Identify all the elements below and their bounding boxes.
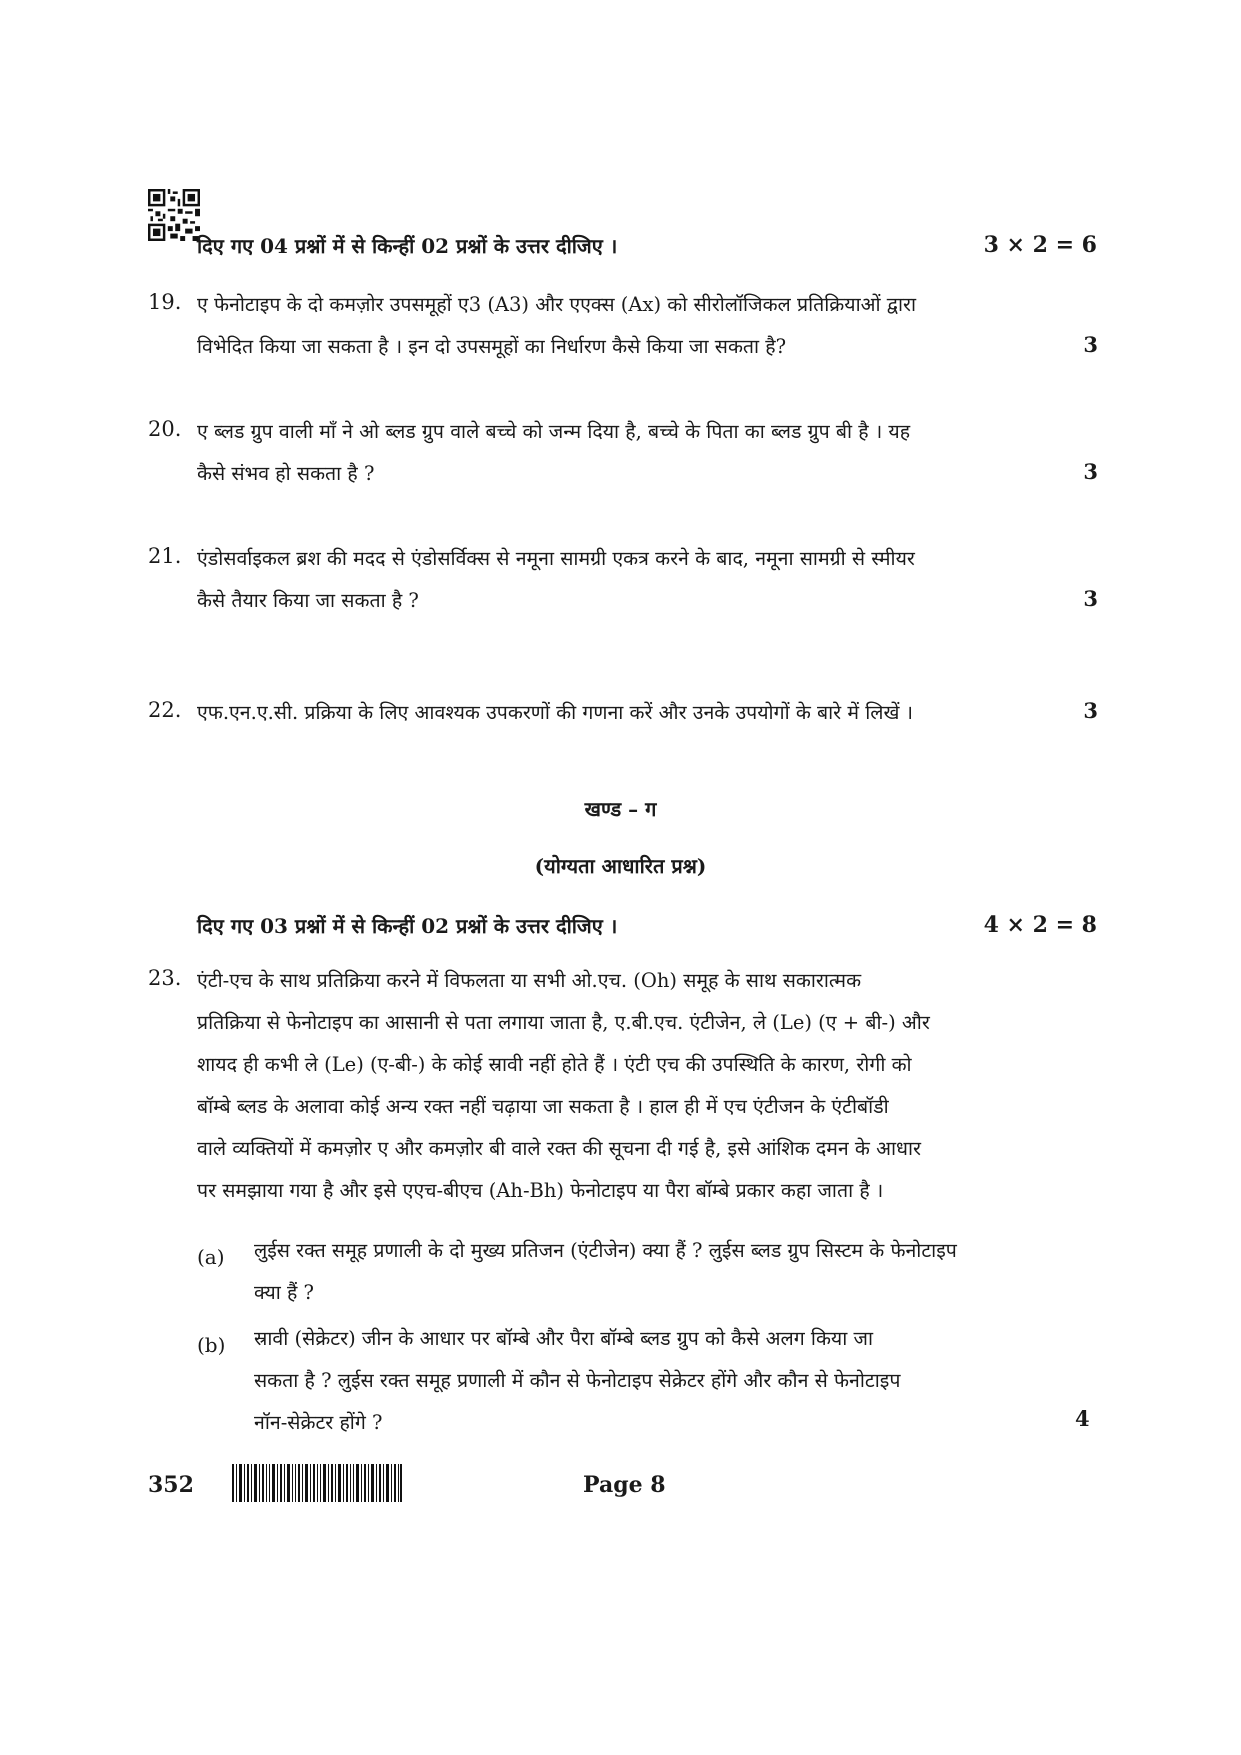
question-marks: 3 <box>1083 698 1098 723</box>
question-line: वाले व्यक्तियों में कमज़ोर ए और कमज़ोर बी वाले रक्त की सूचना दी गई है, इसे आंशिक दमन के आधार <box>197 1137 922 1160</box>
question-line: कैसे संभव हो सकता है ? <box>197 462 375 485</box>
question-line: ए फेनोटाइप के दो कमज़ोर उपसमूहों ए3 (A3) और एएक्स (Ax) को सीरोलॉजिकल प्रतिक्रियाओं द्वारा <box>197 293 917 316</box>
question-marks: 3 <box>1083 332 1098 357</box>
question-number: 21. <box>148 544 182 568</box>
instruction-text: दिए गए 04 प्रश्नों में से किन्हीं 02 प्रश्नों के उत्तर दीजिए । <box>197 234 618 258</box>
section-instruction <box>197 232 1097 259</box>
question-line: एंडोसर्वाइकल ब्रश की मदद से एंडोसर्विक्स से नमूना सामग्री एकत्र करने के बाद, नमूना सामग्री से स्मीयर <box>197 547 915 570</box>
question-line: पर समझाया गया है और इसे एएच-बीएच (Ah-Bh) फेनोटाइप या पैरा बॉम्बे प्रकार कहा जाता है । <box>197 1179 884 1202</box>
question-line: स्रावी (सेक्रेटर) जीन के आधार पर बॉम्बे और पैरा बॉम्बे ब्लड ग्रुप को कैसे अलग किया जा <box>254 1327 874 1350</box>
section-heading: खण्ड – ग <box>584 797 657 821</box>
paper-code: 352 <box>148 1472 194 1498</box>
question-line: कैसे तैयार किया जा सकता है ? <box>197 589 419 612</box>
section-subheading: (योग्यता आधारित प्रश्न) <box>534 854 707 878</box>
question-line: सकता है ? लुईस रक्त समूह प्रणाली में कौन से फेनोटाइप सेक्रेटर होंगे और कौन से फेनोटाइप <box>254 1369 901 1392</box>
question-number: 22. <box>148 698 182 722</box>
instruction-marks: 3 × 2 = 6 <box>983 232 1097 258</box>
sub-question-label: (a) <box>197 1245 225 1269</box>
question-line: ए ब्लड ग्रुप वाली माँ ने ओ ब्लड ग्रुप वाले बच्चे को जन्म दिया है, बच्चे के पिता का ब्लड ग्रुप बी है । यह <box>197 420 911 443</box>
question-line: शायद ही कभी ले (Le) (ए-बी-) के कोई स्रावी नहीं होते हैं । एंटी एच की उपस्थिति के कारण, रोगी को <box>197 1053 912 1076</box>
question-marks: 4 <box>1075 1406 1090 1431</box>
question-number: 19. <box>148 290 182 314</box>
question-marks: 3 <box>1083 586 1098 611</box>
section-instruction <box>197 912 1097 939</box>
question-line: एफ.एन.ए.सी. प्रक्रिया के लिए आवश्यक उपकरणों की गणना करें और उनके उपयोगों के बारे में लिखें । <box>197 701 914 724</box>
question-marks: 3 <box>1083 459 1098 484</box>
instruction-marks: 4 × 2 = 8 <box>983 912 1097 938</box>
question-line: बॉम्बे ब्लड के अलावा कोई अन्य रक्त नहीं चढ़ाया जा सकता है । हाल ही में एच एंटीजन के एंटीबॉडी <box>197 1095 889 1118</box>
question-number: 23. <box>148 966 182 990</box>
question-line: प्रतिक्रिया से फेनोटाइप का आसानी से पता लगाया जाता है, ए.बी.एच. एंटीजेन, ले (Le) (ए + बी-) और <box>197 1011 930 1034</box>
question-line: लुईस रक्त समूह प्रणाली के दो मुख्य प्रतिजन (एंटीजेन) क्या हैं ? लुईस ब्लड ग्रुप सिस्टम के फेनोटाइप <box>254 1239 957 1262</box>
question-number: 20. <box>148 417 182 441</box>
barcode-icon <box>232 1464 402 1502</box>
qr-code-icon <box>148 189 200 241</box>
question-line: क्या हैं ? <box>254 1281 314 1304</box>
question-line: एंटी-एच के साथ प्रतिक्रिया करने में विफलता या सभी ओ.एच. (Oh) समूह के साथ सकारात्मक <box>197 969 862 992</box>
sub-question-label: (b) <box>197 1333 226 1357</box>
question-line: नॉन-सेक्रेटर होंगे ? <box>254 1411 383 1434</box>
page-number: Page 8 <box>583 1472 666 1498</box>
instruction-text: दिए गए 03 प्रश्नों में से किन्हीं 02 प्रश्नों के उत्तर दीजिए । <box>197 914 618 938</box>
question-line: विभेदित किया जा सकता है । इन दो उपसमूहों का निर्धारण कैसे किया जा सकता है? <box>197 335 787 358</box>
